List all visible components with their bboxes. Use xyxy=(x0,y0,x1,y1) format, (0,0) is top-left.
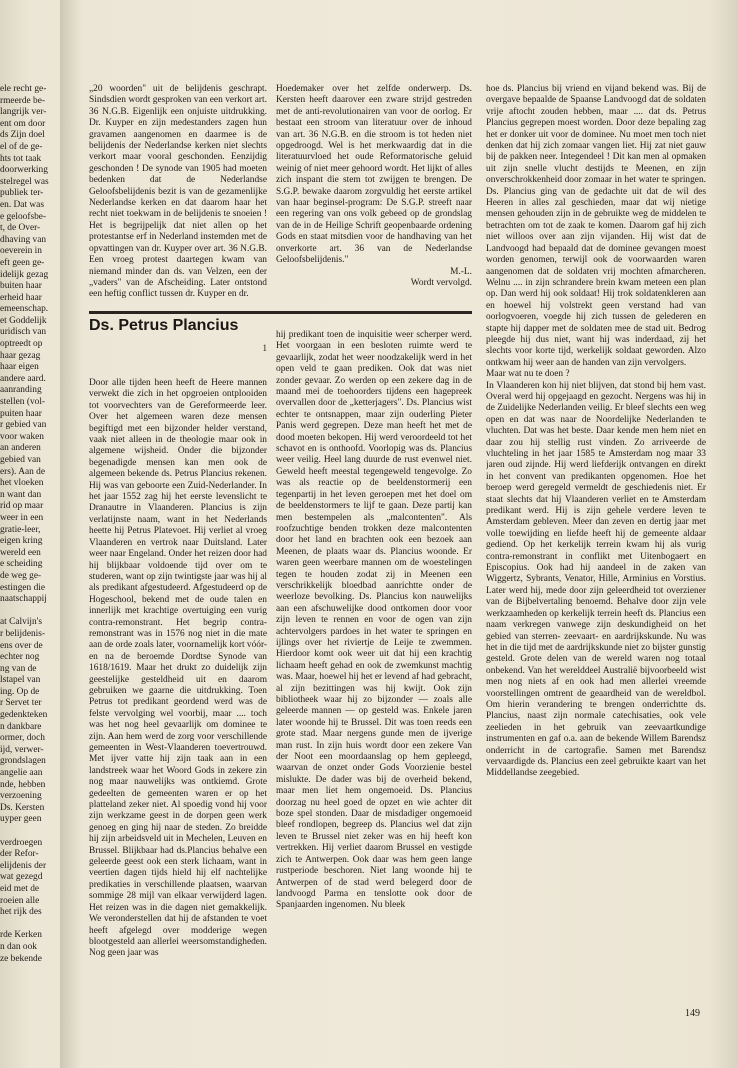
article-text-3b: In Vlaanderen kon hij niet blijven, dat stond bij hem vast. Overal werd hij opgejaagd en gezocht. Nergens was hij in de Zuidelijke Nederlanden veilig. Er bleef slechts een weg open en dat was naar de Noordelijke Nederlanden te vluchten. Dat was het beste. Daar kende men hem niet en daar zou hij stellig rust vinden. Zo arriveerde de vluchteling in het jaar 1585 te Amsterdam nog maar 33 jaren oud zijnde. Hij werd liefderijk ontvangen en direkt in het convent van predikanten opgenomen. Hoe het beroep werd geregeld vermeldt de geschiedenis niet. Er staat slechts dat hij Vlaanderen verliet en te Amsterdam predikant werd. Hij is zijn gehele verdere leven te Amsterdam gebleven. Meer dan zeven en dertig jaar met volle toewijding en liefde heeft hij de gemeente aldaar gediend. Op het kerkelijk terrein kwam hij als vurig contra-remonstrant in conflikt met Uitenbogaert en Episcopius. Ook had hij aandeel in de zaken van Wiggertz, Sybrants, Venator, Hille, Arminius en Vorstius. Later werd hij, mede door zijn geleerdheid tot overziener van de Bijbelvertaling benoemd. Behalve door zijn vele werkzaamheden op kerkelijk terrein heeft ds. Plancius een naam verkregen vanwege zijn deskundigheid on het gebied van sterren- zeevaart- en aardrijkskunde. Nu was het in die tijd met de aardrijkskunde niet zo bijster gunstig gesteld. Grote delen van de wereld waren nog totaal onbekend. Van het werelddeel Australië bijvoorbeeld wist men nog niets af en ook had men allerlei vreemde voorstellingen omtrent de geaardheid van de wereldbol. Om hierin verandering te brengen onderrichtte ds. Plancius, naast zijn normale catechisaties, ook vele zeelieden in het gebruik van zeevaartkundige instrumenten en gaf o.a. aan de bekende Willem Barendsz onderricht in de cartografie. Samen met Barendsz vervaardigde ds. Plancius een zeel gebruikte kaart van het Middellandse zeegebied. xyxy=(486,380,706,779)
previous-page-line: rmeerde be- xyxy=(0,95,46,106)
previous-page-line: voor waken xyxy=(0,431,44,442)
previous-page-line: het rijk des xyxy=(0,907,42,918)
article-column-2 xyxy=(276,330,472,1010)
previous-page-line: n dan ook xyxy=(0,941,37,952)
article-continued-column-2 xyxy=(276,84,472,339)
previous-page-line: aanranding xyxy=(0,385,42,396)
previous-page-line: ds Zijn doel xyxy=(0,130,45,141)
previous-page-line: stelregel was xyxy=(0,176,49,187)
previous-page-line: angelie aan xyxy=(0,768,43,779)
article-header xyxy=(89,316,267,376)
previous-page-line: elijdenis der xyxy=(0,860,47,871)
previous-page-line: ent om door xyxy=(0,118,46,129)
previous-page-line: roeien alle xyxy=(0,895,40,906)
article-column-1 xyxy=(89,378,267,1008)
previous-page-line: emeenschap. xyxy=(0,304,49,315)
page-number: 149 xyxy=(685,1008,700,1019)
previous-page-line: gebied van xyxy=(0,455,41,465)
previous-page-line: dhaving van xyxy=(0,234,47,245)
previous-page-line: wat gezegd xyxy=(0,872,43,883)
previous-page-line: oeverein in xyxy=(0,246,42,257)
previous-page-line: ze bekende xyxy=(0,953,42,964)
previous-page-line: nde, hebben xyxy=(0,779,46,790)
previous-page-line: eid met de xyxy=(0,883,40,894)
previous-page-line: verzoening xyxy=(0,791,42,802)
article-continued-column-1 xyxy=(89,84,267,304)
previous-page-line: ng van de xyxy=(0,663,37,674)
previous-page-line: grondslagen xyxy=(0,756,46,767)
previous-page-line: n want dan xyxy=(0,489,42,500)
previous-page-line: estingen die xyxy=(0,582,46,593)
previous-page-line: haar eigen xyxy=(0,362,39,373)
previous-page-line: de weg ge- xyxy=(0,570,42,581)
previous-page-line: weer in een xyxy=(0,512,44,523)
article-text-1: Door alle tijden heen heeft de Heere mannen verwekt die zich in het opgroeien ontplooiden tot voorvechters van de Gereformeerde leer. Over het algemeen waren deze mensen begiftigd met een bijzonder helder verstand, vaak niet alleen in de theologie maar ook in algemene wijsheid. Onder die bijzonder begenadigde mensen kan men ook de algemeen bekende ds. Petrus Plancius rekenen. Hij was van geboorte een Zuid-Nederlander. In het jaar 1552 zag hij het eerste levenslicht te Dranautre in Vlaanderen. Plancius is zijn verlatijnste naam, want in het Nederlands heette hij Petrus Platevoet. Hij verliet al vroeg Vlaanderen en vertrok naar Duitsland. Later weer naar Engeland. Onder het reizen door had hij blijkbaar voldoende tijd over om te studeren, want op zijn twintigste jaar was hij al als predikant afgestudeerd. Afgestudeerd op de Hogeschool, bekend met de oude talen en innerlijk met krachtige overtuiging een vurig contra-remonstrant. Het begrip contra-remonstrant was in 1576 nog niet in die mate aan de orde zoals later, voornamelijk kort vóór- en na de beroemde Dordtse Synode van 1618/1619. Maar het drukt zo duidelijk zijn geestelijke gesteldheid uit en daarom gebruiken we gaarne die uitdrukking. Toen Petrus tot predikant geordend werd was de felste vervolging wel voorbij, maar .... toch was het nog heel gevaarlijk om dominee te zijn. Aan hem werd de zorg voor verschillende gemeenten in West-Vlaanderen toevertrouwd. Met ijver vatte hij zijn taak aan in een landstreek waar het Woord Gods in zekere zin nog maar nauwelijks was ontkiemd. Grote gedeelten de gemeenten waren er op het platteland zeker niet. Al spoedig vond hij voor zijn werkzame geest in de dorpen geen werk genoeg en ging hij naar de steden. Zo breidde hij zijn arbeidsveld uit in Mechelen, Leuven en Brussel. Blijkbaar had ds.Plancius behalve een geleerde geest ook een sterk lichaam, want in veertien dagen tijds hield hij elf nachtelijke predikaties in verschillende plaatsen, waarvan sommige 28 mijl van elkaar verwijderd lagen. Het reizen was in die dagen niet gemakkelijk. We veronderstellen dat hij de afstanden te voet heeft afgelegd over modderige wegen blootgesteld aan allerlei weersomstandigheden. Nog geen jaar was xyxy=(89,378,267,959)
previous-page-line: doorwerking xyxy=(0,165,48,176)
previous-page-line: langrijk ver- xyxy=(0,107,47,118)
previous-page-line: ens over de xyxy=(0,640,43,651)
previous-page-line: ing. Op de xyxy=(0,686,40,697)
article-title: Ds. Petrus Plancius xyxy=(89,317,239,334)
previous-page-line: puiten haar xyxy=(0,408,42,419)
previous-page-line: eigen kring xyxy=(0,536,43,547)
previous-page-line: erheid haar xyxy=(0,292,42,303)
previous-page-line: der Refor- xyxy=(0,849,39,860)
previous-page-line: r belijdenis- xyxy=(0,628,46,639)
previous-page-line: optreedt op xyxy=(0,339,43,350)
previous-page-line: uridisch van xyxy=(0,327,47,338)
previous-page-line: het vloeken xyxy=(0,478,44,489)
previous-page-line: ers). Aan de xyxy=(0,466,46,477)
previous-page-line: ijd, verwer- xyxy=(0,744,44,755)
continued-text-2: Hoedemaker over het zelfde onderwerp. Ds. Kersten heeft daarover een zware strijd gestreden met de anti-revolutionairen van voor de oorlog. Er bestaat een stroom van literatuur over de inhoud van art. 36 N.G.B. en die stroom is tot heden niet opgedroogd. Wel is het merkwaardig dat in die literatuurvloed het oude Reformatorische geluid weinig of niet meer gehoord wordt. Het lijkt of alles zich inspant die stem tot zwijgen te brengen. De S.G.P. bewake daarom zorgvuldig het eerste artikel van haar beginsel-program: De S.G.P. streeft naar een regering van ons volk gebeed op de grondslag van de in de Heilige Schrift geopenbaarde ordening Gods en staat mitsdien voor de handhaving van het onverkorte art. 36 van de Nederlandse Geloofsbelijdenis." xyxy=(276,84,472,266)
previous-page-line: uyper geen xyxy=(0,814,42,825)
previous-page-column xyxy=(0,84,56,965)
previous-page-line: verdroegen xyxy=(0,837,43,848)
previous-page-line: lstapel van xyxy=(0,675,41,686)
previous-page-line: rde Kerken xyxy=(0,930,42,941)
previous-page-line xyxy=(0,919,56,931)
previous-page-line: n dankbare xyxy=(0,721,42,732)
previous-page-line: Ds. Kersten xyxy=(0,802,45,813)
previous-page-line: stellen (vol- xyxy=(0,397,46,408)
author-initials: M.-L. xyxy=(450,266,472,277)
previous-page-line: hts tot taak xyxy=(0,153,42,164)
previous-page-line: idelijk gezag xyxy=(0,269,49,280)
previous-page-line xyxy=(0,826,56,838)
previous-page-line: at Calvijn's xyxy=(0,617,43,628)
previous-page-line: naatschappij xyxy=(0,594,47,605)
to-be-continued: Wordt vervolgd. xyxy=(410,277,472,288)
section-question: Maar wat nu te doen ? xyxy=(486,369,570,380)
previous-page-line: haar gezag xyxy=(0,350,41,361)
previous-page-line: wereld een xyxy=(0,547,41,558)
previous-page-line: en. Dat was xyxy=(0,199,44,210)
previous-page-line: gratie-leer, xyxy=(0,524,41,535)
previous-page-line: ormer, doch xyxy=(0,733,45,744)
previous-page-line: e scheiding xyxy=(0,559,43,570)
article-part-number: 1 xyxy=(262,343,267,353)
continued-text-1: „20 woorden" uit de belijdenis geschrapt. Sindsdien wordt gesproken van een verkort art. 36 N.G.B. Eigenlijk een onjuiste uitdrukking. Dr. Kuyper en zijn medestanders zagen hun gravamen aangenomen en daarmee is de belijdenis der Nederlandse kerken niet slechts verkort maar vooral geschonden. Eenzijdig geschonden ! De synode van 1905 had moeten bedenken dat de Nederlandse Geloofsbelijdenis bezit is van de gezamenlijke Nederlandse kerken en dat daarom haar het recht niet toekwam in de belijdenis te snoeien ! Het is begrijpelijk dat niet allen op het protestantse erf in Nederland instemden met de opvattingen van dr. Kuyper over art. 36 N.G.B. Een vroeg protest daartegen kwam van niemand minder dan ds. van Velzen, een der „vaders" van de Afscheiding. Later ontstond een heftig conflict tussen dr. Kuyper en dr. xyxy=(89,84,267,300)
previous-page-line: r gebied van xyxy=(0,420,47,431)
article-column-3 xyxy=(486,84,706,964)
previous-page-line: eft geen ge- xyxy=(0,257,45,268)
previous-page-line: el of de ge- xyxy=(0,141,43,152)
previous-page-line: e geloofsbe- xyxy=(0,211,47,222)
previous-page-line: andere aard. xyxy=(0,373,46,384)
previous-page-line: et Goddelijk xyxy=(0,315,47,326)
previous-page-line: echter nog xyxy=(0,652,40,663)
previous-page-line: r Servet ter xyxy=(0,698,42,709)
previous-page-line: t, de Over- xyxy=(0,223,41,234)
previous-page-line: rid op maar xyxy=(0,501,44,512)
previous-page-line: an anderen xyxy=(0,443,41,454)
previous-page-line: buiten haar xyxy=(0,281,42,292)
previous-page-line: gedenkteken xyxy=(0,710,48,721)
previous-page-line: publiek ter- xyxy=(0,188,44,199)
previous-page-line: ele recht ge- xyxy=(0,84,47,94)
previous-page-line xyxy=(0,606,56,618)
article-text-3a: hoe ds. Plancius bij vriend en vijand bekend was. Bij de overgave bepaalde de Spaanse Landvoogd dat de soldaten vrije aftocht zouden hebben, maar .... dat ds. Petrus Plancius gegrepen moest worden. Door deze bepaling zag het er donker uit voor de dominee. Nu moet men toch niet denken dat hij zich zomaar vangen liet. Hij zat niet gauw bij de pakken neer. Integendeel ! Dit kan men al opmaken uit zijn snelle vlucht destijds te Meenen, en zijn onverschrokkenheid door zomaar in het water te springen. Ds. Plancius ging van de gedachte uit dat de wil des Heeren in alles zal geschieden, maar dat wij nietige mensen gehouden zijn in de gebruikte weg de middelen te betrachten om tot de zaak te komen. Daarom gaf hij zich niet willoos over aan zijn vijanden. Hij wist dat de Landvoogd had bepaald dat de dominee gevangen moest worden genomen, terwijl ook de voorwaarden waren aangenomen dat de soldaten vrij mochten afmarcheren. Welnu .... in zijn schrandere brein kwam meteen een plan op. Dan werd hij ook soldaat! Hij trok soldatenkleren aan en hoewel hij volstrekt geen verstand had van oorlogvoeren, voegde hij zich tussen de gelederen en stapte hij dapper met de soldaten mee de stad uit. Bedrog pleegde hij dus niet, want hij was inderdaad, zij het slechts voor korte tijd, werkelijk soldaat geworden. Alzo ontkwam hij weer aan de handen van zijn vervolgers. xyxy=(486,84,706,368)
section-divider xyxy=(89,311,472,314)
article-text-2: hij predikant toen de inquisitie weer scherper werd. Het voorgaan in een besloten ruimte werd te gevaarlijk, zodat het weer noodzakelijk werd in het open veld te gaan prediken. Ook dat was niet zonder gevaar. Zo werden op een zekere dag in de maand mei de toehoorders tijdens een hagepreek overvallen door de „ketterjagers". Ds. Plancius wist echter te ontsnappen, maar zijn ouderling Pieter Panis werd gegrepen. Deze man heeft het met de dood moeten bekopen. Hij werd veroordeeld tot het schavot en is onthoofd. Voorlopig was ds. Plancius weer veilig. Heel lang duurde de rust evenwel niet. Geweld heeft meestal tegengeweld tengevolge. Zo was als reactie op de beeldenstormerij een tegenpartij in het leven geroepen met het doel om de beeldenstormers te lijf te gaan. Deze partij kan men bestempelen als „malcontenten". Als roofzuchtige benden trokken deze malcontenten door het land en brachten ook een bezoek aan Meenen, de plaats waar ds. Plancius woonde. Er waren geen weerbare mannen om de woestelingen tegen te houden zodat zij in Meenen een verschrikkelijk bloedbad aanrichtte onder de weerloze bevolking. Ds. Plancius kon nauwelijks aan een afschuwelijke dood ontkomen door voor zijn leven te rennen en voor de ogen van zijn achtervolgers pardoes in het water te springen en ijlings over het riviertje de Leije te zwemmen. Hierdoor komt ook weer uit dat hij een krachtig lichaam heeft gehad en ook de zwemkunst machtig was. Maar, hoewel hij het er levend af had gebracht, al zijn bezittingen was hij kwijt. Ook zijn bibliotheek waar hij zo bijzonder — zoals alle geleerde mannen — op gesteld was. Enkele jaren later woonde hij te Brussel. Dit was toen reeds een grote stad. Maar nergens gunde men de ijverige man rust. In zijn huis wordt door een zekere Van der Noot een moordaanslag op hem gepleegd, waarvan de onzet onder Gods Voorzienie bestel mislukte. De dader was bij de overheid bekend, maar men liet hem ongemoeid. Ds. Plancius doorzag nu heel goed de opzet en wie achter dit boze spel stonden. Daar de misdadiger ongemoeid bleef rondlopen, begreep ds. Plancius wel dat zijn leven te Brussel niet zeker was en hij heeft kon vertrekken. Hij verliet daarom Brussel en vestigde zich te Antwerpen. Ook daar was hem geen lange rustperiode beschoren. Niet lang woonde hij te Antwerpen of de stad werd belegerd door de landvoogd Parma en tenslotte ook door de Spanjaarden ingenomen. Nu bleek xyxy=(276,330,472,911)
page-gutter xyxy=(60,0,82,1068)
